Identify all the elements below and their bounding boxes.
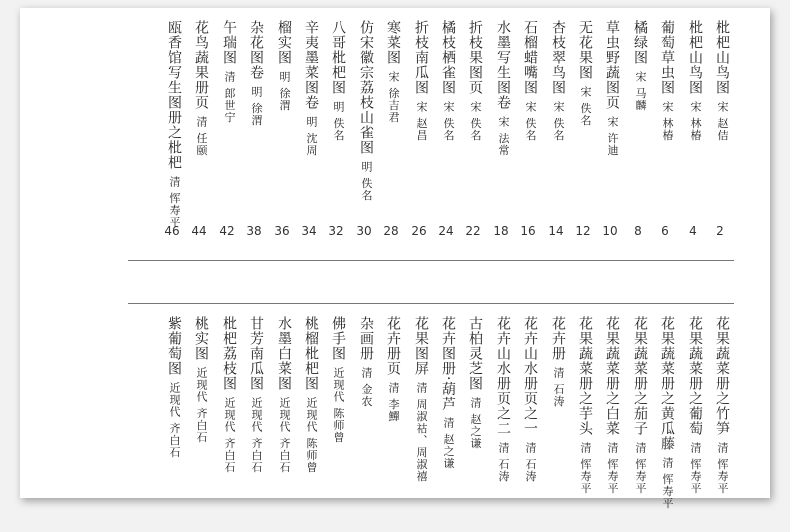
entry-title: 佛手图 bbox=[330, 316, 346, 361]
page-number: 44 bbox=[191, 224, 207, 238]
catalog-entry bbox=[242, 20, 266, 127]
entry-title: 水墨写生图卷 bbox=[495, 20, 511, 110]
catalog-entry bbox=[489, 20, 513, 157]
catalog-entry bbox=[516, 20, 540, 142]
catalog-entry bbox=[653, 316, 677, 510]
catalog-entry bbox=[270, 316, 294, 474]
page-number: 28 bbox=[383, 224, 399, 238]
entry-author: 清 恽寿平 bbox=[579, 442, 592, 495]
entry-author: 宋 赵昌 bbox=[415, 101, 428, 142]
catalog-entry bbox=[598, 316, 622, 495]
entry-author: 明 佚名 bbox=[332, 101, 345, 142]
catalog-entry bbox=[160, 20, 184, 229]
page-number: 12 bbox=[575, 224, 591, 238]
page-number: 26 bbox=[411, 224, 427, 238]
divider-rule-bottom bbox=[128, 303, 734, 304]
entry-author: 宋 佚名 bbox=[442, 101, 455, 142]
page-number: 6 bbox=[661, 224, 669, 238]
entry-author: 清 任颐 bbox=[195, 116, 208, 157]
page-number: 22 bbox=[465, 224, 481, 238]
entry-author: 明 徐渭 bbox=[278, 71, 291, 112]
page-number: 24 bbox=[438, 224, 454, 238]
catalog-entry bbox=[187, 316, 211, 444]
entry-title: 杂画册 bbox=[358, 316, 374, 361]
entry-author: 宋 佚名 bbox=[524, 101, 537, 142]
entry-title: 花卉图册·葫芦 bbox=[440, 316, 456, 412]
catalog-entry bbox=[708, 316, 732, 495]
catalog-entry bbox=[434, 316, 458, 470]
catalog-entry bbox=[379, 20, 403, 124]
divider-rule-top bbox=[128, 260, 734, 261]
catalog-entry bbox=[215, 20, 239, 124]
entry-title: 杂花图卷 bbox=[248, 20, 264, 80]
entry-title: 榴实图 bbox=[276, 20, 292, 65]
entry-author: 近现代 陈师曾 bbox=[305, 397, 318, 474]
entry-title: 葡萄草虫图 bbox=[659, 20, 675, 95]
entry-author: 清 恽寿平 bbox=[716, 442, 729, 495]
entry-author: 宋 佚名 bbox=[469, 101, 482, 142]
entry-title: 仿宋徽宗荔枝山雀图 bbox=[358, 20, 374, 155]
catalog-entry bbox=[461, 316, 485, 450]
catalog-entry bbox=[160, 316, 184, 459]
catalog-entry bbox=[544, 20, 568, 142]
entry-author: 清 恽寿平 bbox=[634, 442, 647, 495]
entry-author: 宋 佚名 bbox=[552, 101, 565, 142]
catalog-entry bbox=[598, 20, 622, 157]
entry-author: 清 恽寿平 bbox=[606, 442, 619, 495]
catalog-entry bbox=[352, 316, 376, 408]
entry-title: 桃榴枇杷图 bbox=[303, 316, 319, 391]
catalog-entry bbox=[626, 316, 650, 495]
catalog-entry bbox=[324, 316, 348, 444]
entry-author: 清 赵之谦 bbox=[469, 397, 482, 450]
entry-title: 花果蔬菜册之茄子 bbox=[632, 316, 648, 436]
entry-author: 清 李鱓 bbox=[387, 382, 400, 423]
entry-title: 枇杷山鸟图 bbox=[687, 20, 703, 95]
catalog-entry bbox=[270, 20, 294, 112]
page-number: 10 bbox=[602, 224, 618, 238]
entry-title: 午瑞图 bbox=[221, 20, 237, 65]
catalog-entry bbox=[187, 20, 211, 157]
entry-author: 清 赵之谦 bbox=[442, 417, 455, 470]
catalog-entry bbox=[544, 316, 568, 408]
catalog-entry bbox=[571, 20, 595, 127]
catalog-entry bbox=[461, 20, 485, 142]
catalog-entry bbox=[708, 20, 732, 142]
entry-author: 宋 马麟 bbox=[634, 71, 647, 112]
entry-author: 宋 佚名 bbox=[579, 86, 592, 127]
entry-title: 紫葡萄图 bbox=[166, 316, 182, 376]
entry-author: 清 郎世宁 bbox=[223, 71, 236, 124]
entry-author: 近现代 齐白石 bbox=[168, 382, 181, 459]
entry-title: 花果图屏 bbox=[413, 316, 429, 376]
entry-title: 石榴蜡嘴图 bbox=[522, 20, 538, 95]
page-number: 8 bbox=[634, 224, 642, 238]
entry-title: 甘芳南瓜图 bbox=[248, 316, 264, 391]
entry-author: 近现代 陈师曾 bbox=[332, 367, 345, 444]
entry-title: 花果蔬菜册之黄瓜藤 bbox=[659, 316, 675, 451]
page-number: 46 bbox=[164, 224, 180, 238]
catalog-entry bbox=[352, 20, 376, 202]
entry-title: 折枝果图页 bbox=[467, 20, 483, 95]
entry-author: 清 石涛 bbox=[552, 367, 565, 408]
entry-title: 花果蔬菜册之竹笋 bbox=[714, 316, 730, 436]
catalog-entry bbox=[516, 316, 540, 483]
page-number: 36 bbox=[274, 224, 290, 238]
entry-title: 草虫野蔬图页 bbox=[604, 20, 620, 110]
entry-author: 清 金农 bbox=[360, 367, 373, 408]
entry-title: 花卉山水册页之二 bbox=[495, 316, 511, 436]
entry-title: 花卉山水册页之一 bbox=[522, 316, 538, 436]
page-number: 2 bbox=[716, 224, 724, 238]
page-number: 34 bbox=[301, 224, 317, 238]
entry-author: 清 恽寿平 bbox=[168, 176, 181, 229]
entry-title: 水墨白菜图 bbox=[276, 316, 292, 391]
entry-title: 辛夷墨菜图卷 bbox=[303, 20, 319, 110]
catalog-entry bbox=[681, 20, 705, 142]
entry-author: 宋 法常 bbox=[497, 116, 510, 157]
catalog-entry bbox=[379, 316, 403, 423]
entry-title: 桃实图 bbox=[193, 316, 209, 361]
catalog-entry bbox=[407, 316, 431, 483]
catalog-entry bbox=[297, 316, 321, 474]
entry-author: 宋 许迪 bbox=[606, 116, 619, 157]
entry-author: 宋 赵佶 bbox=[716, 101, 729, 142]
entry-author: 清 石涛 bbox=[497, 442, 510, 483]
entry-author: 清 恽寿平 bbox=[689, 442, 702, 495]
entry-title: 花鸟蔬果册页 bbox=[193, 20, 209, 110]
catalog-entry bbox=[489, 316, 513, 483]
page-number: 18 bbox=[493, 224, 509, 238]
entry-author: 明 徐渭 bbox=[250, 86, 263, 127]
entry-title: 枇杷山鸟图 bbox=[714, 20, 730, 95]
page-number: 4 bbox=[689, 224, 697, 238]
entry-title: 橘绿图 bbox=[632, 20, 648, 65]
catalog-entry bbox=[242, 316, 266, 474]
entry-title: 花果蔬菜册之葡萄 bbox=[687, 316, 703, 436]
entry-author: 宋 徐吉君 bbox=[387, 71, 400, 124]
page-number: 14 bbox=[548, 224, 564, 238]
entry-author: 清 恽寿平 bbox=[661, 457, 674, 510]
entry-title: 折枝南瓜图 bbox=[413, 20, 429, 95]
catalog-page bbox=[20, 8, 770, 510]
page-number: 38 bbox=[246, 224, 262, 238]
entry-title: 瓯香馆写生图册之枇杷 bbox=[166, 20, 182, 170]
page-number: 30 bbox=[356, 224, 372, 238]
catalog-entry bbox=[407, 20, 431, 142]
entry-author: 近现代 齐白石 bbox=[223, 397, 236, 474]
entry-author: 明 沈周 bbox=[305, 116, 318, 157]
page-number: 42 bbox=[219, 224, 235, 238]
entry-title: 花卉册页 bbox=[385, 316, 401, 376]
catalog-entry bbox=[297, 20, 321, 157]
entry-author: 宋 林椿 bbox=[661, 101, 674, 142]
catalog-entry bbox=[215, 316, 239, 474]
entry-author: 宋 林椿 bbox=[689, 101, 702, 142]
entry-title: 花果蔬菜册之芋头 bbox=[577, 316, 593, 436]
entry-title: 花卉册 bbox=[550, 316, 566, 361]
page-number: 16 bbox=[520, 224, 536, 238]
entry-title: 寒菜图 bbox=[385, 20, 401, 65]
entry-title: 无花果图 bbox=[577, 20, 593, 80]
catalog-entry bbox=[571, 316, 595, 495]
catalog-entry bbox=[434, 20, 458, 142]
entry-title: 花果蔬菜册之白菜 bbox=[604, 316, 620, 436]
page-number: 32 bbox=[328, 224, 344, 238]
entry-title: 八哥枇杷图 bbox=[330, 20, 346, 95]
entry-title: 古柏灵芝图 bbox=[467, 316, 483, 391]
entry-author: 清 石涛 bbox=[524, 442, 537, 483]
entry-author: 近现代 齐白石 bbox=[195, 367, 208, 444]
entry-author: 清 周淑祜、周淑禧 bbox=[415, 382, 428, 483]
entry-title: 枇杷荔枝图 bbox=[221, 316, 237, 391]
entry-title: 杏枝翠鸟图 bbox=[550, 20, 566, 95]
entry-author: 近现代 齐白石 bbox=[250, 397, 263, 474]
catalog-entry bbox=[681, 316, 705, 495]
entry-author: 明 佚名 bbox=[360, 161, 373, 202]
entry-title: 橘枝栖雀图 bbox=[440, 20, 456, 95]
catalog-entry bbox=[626, 20, 650, 112]
catalog-entry bbox=[324, 20, 348, 142]
catalog-entry bbox=[653, 20, 677, 142]
entry-author: 近现代 齐白石 bbox=[278, 397, 291, 474]
